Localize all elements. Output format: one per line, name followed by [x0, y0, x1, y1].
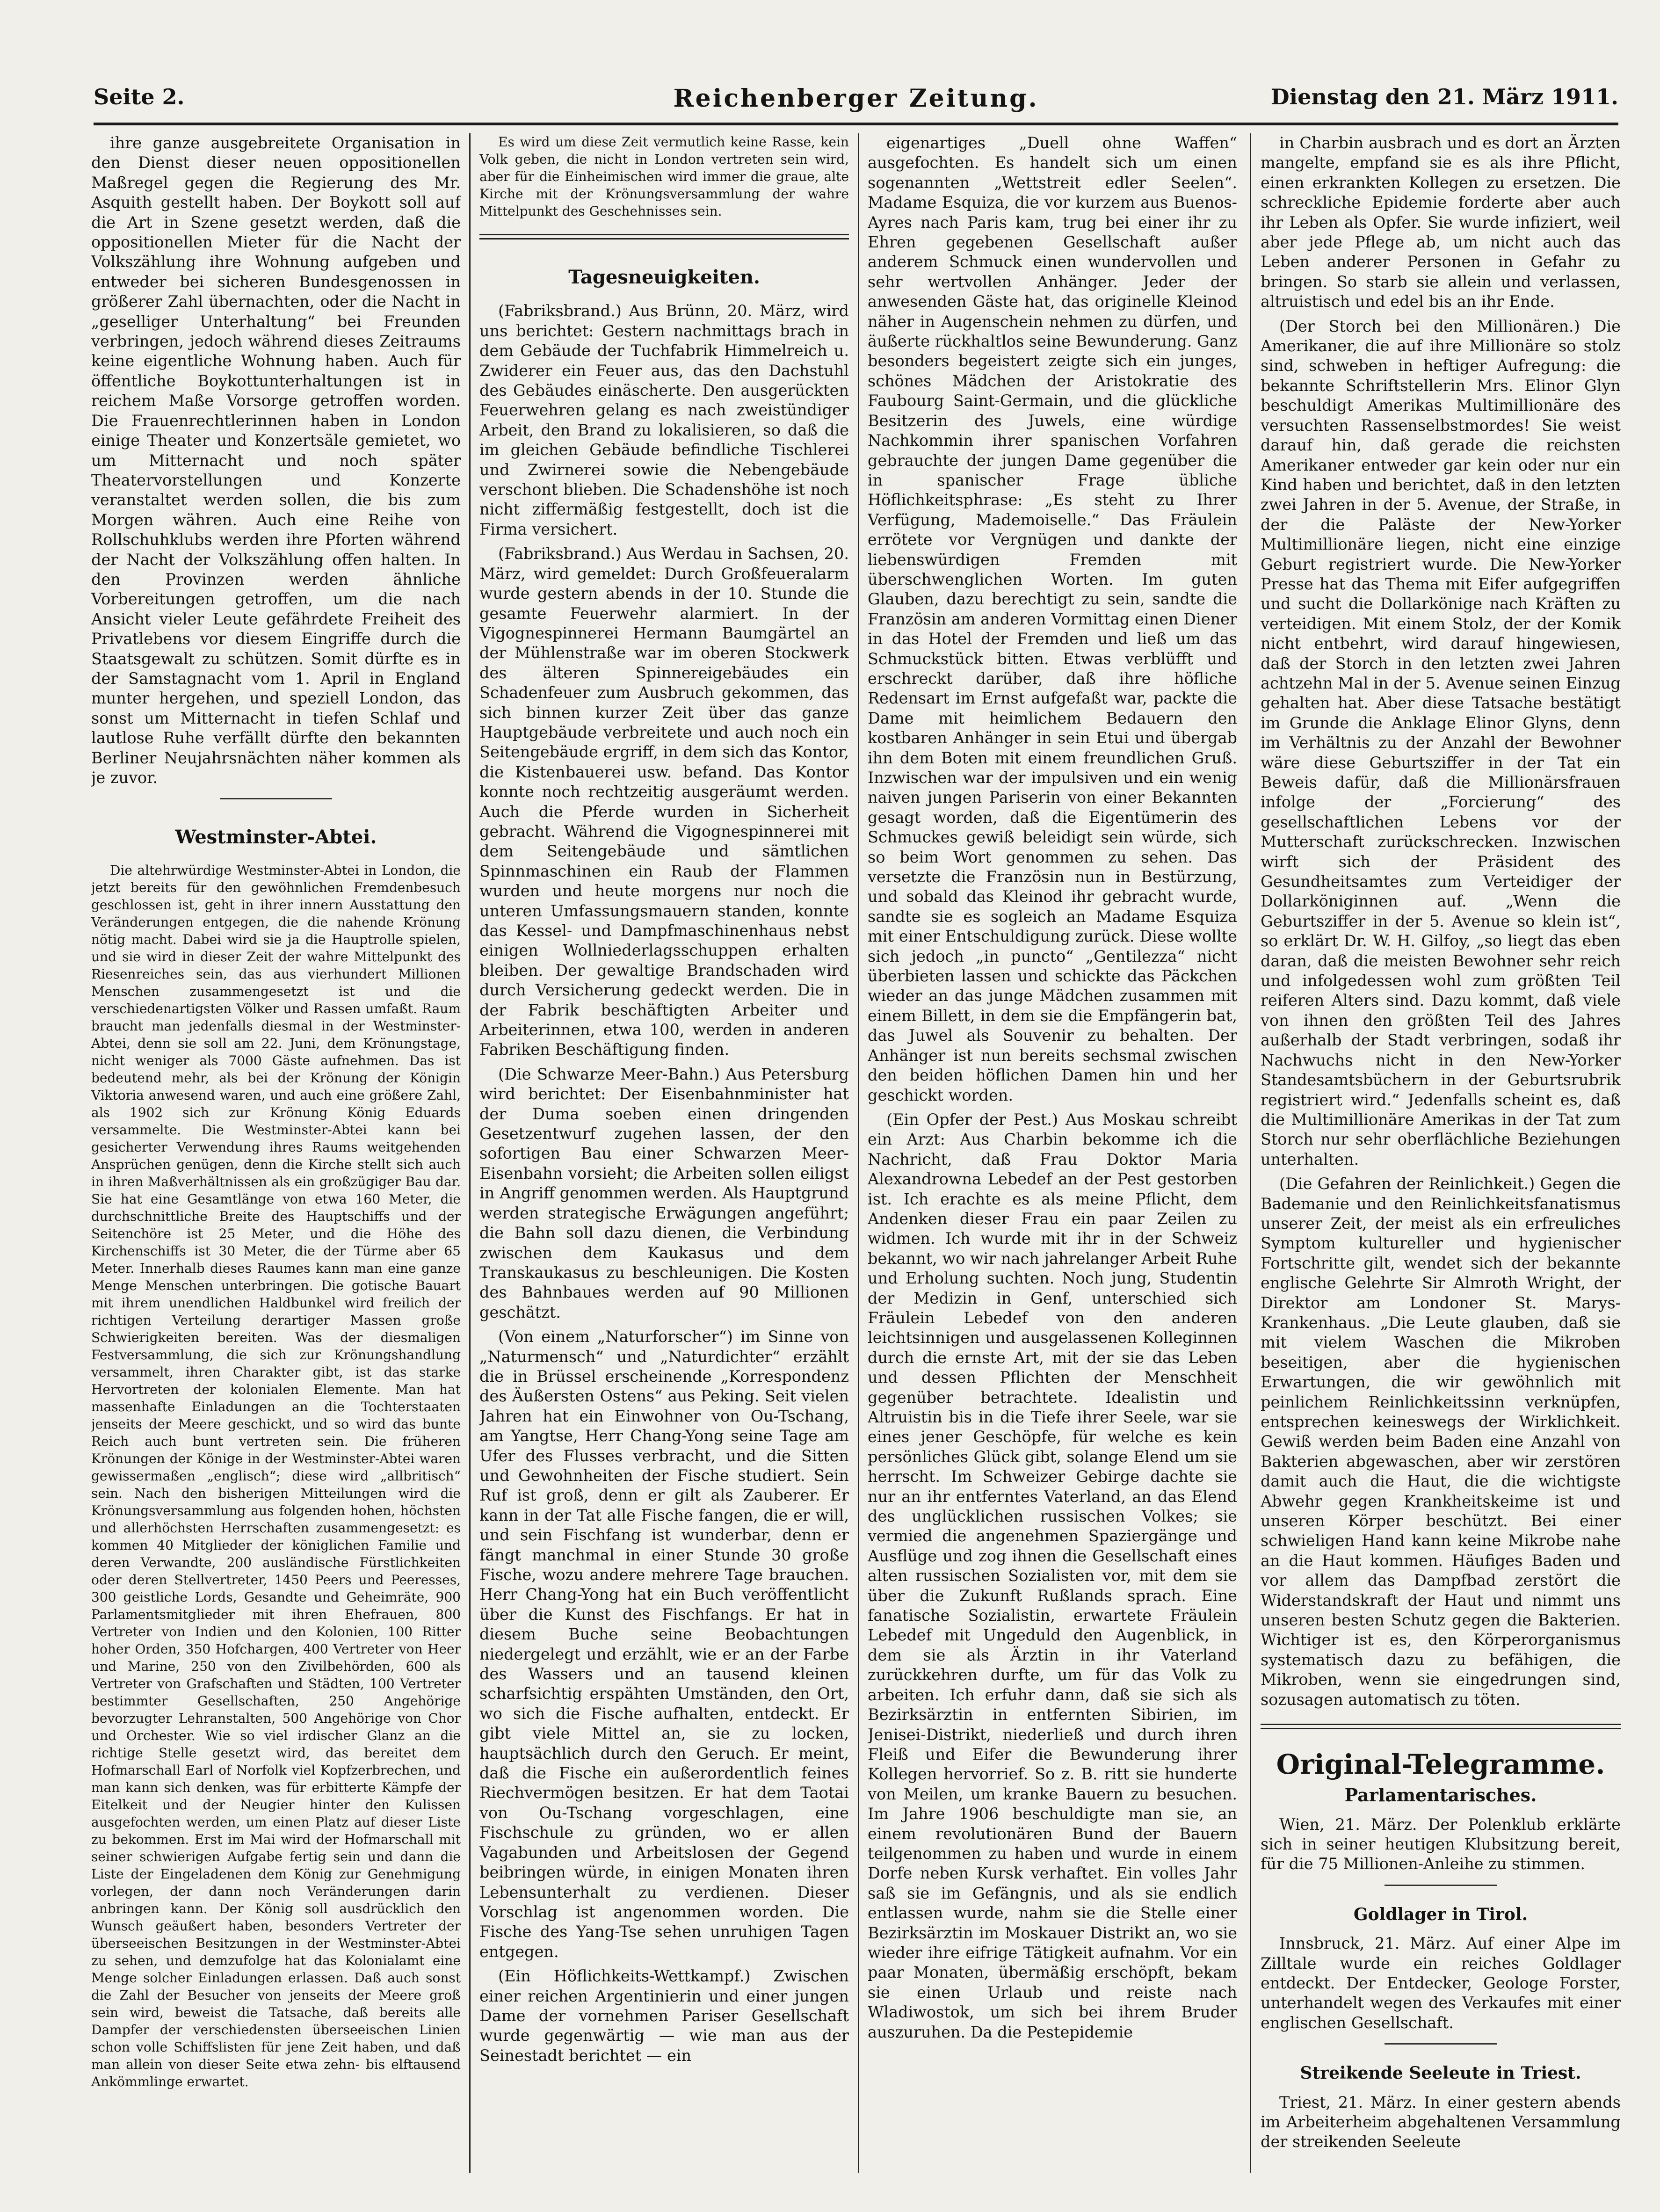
- article-body: Die altehrwürdige Westminster-Abtei in London, die jetzt bereits für den gewöhnlichen Fremdenbesuch geschlossen ist, geht in ihrer innern Ausstattung den Veränderungen entgegen, die die nahende Krönung nötig macht. Dabei wird sie ja die Hauptrolle spielen, und sie wird in dieser Zeit der wahre Mittelpunkt des Riesenreiches sein, das aus vierhundert Millionen Menschen zusammengesetzt ist und die verschiedenartigsten Völker und Rassen umfaßt. Raum braucht man jedenfalls diesmal in der Westminster-Abtei, denn sie soll am 22. Juni, dem Krönungstage, nicht weniger als 7000 Gäste aufnehmen. Das ist bedeutend mehr, als bei der Krönung der Königin Viktoria anwesend waren, und auch eine größere Zahl, als 1902 sich zur Krönung König Eduards versammelte. Die Westminster-Abtei kann bei gesicherter Verwendung ihres Raums weitgehenden Ansprüchen genügen, denn die Kirche stellt sich auch in ihren Maßverhältnissen als ein großzügiger Bau dar. Sie hat eine Gesamtlänge von etwa 160 Meter, die durchschnittliche Breite des Hauptschiffs und der Seitenchöre ist 25 Meter, und die Höhe des Kirchenschiffs ist 30 Meter, die der Türme aber 65 Meter. Innerhalb dieses Raumes kann man eine ganze Menge Menschen unterbringen. Die gotische Bauart mit ihrem unendlichen Haldbunkel wird freilich der richtigen Verteilung derartiger Massen große Schwierigkeiten bereiten. Was der diesmaligen Festversammlung, die sich zur Krönungshandlung versammelt, ihren Charakter gibt, ist das starke Hervortreten der kolonialen Elemente. Man hat massenhafte Einladungen an die Tochterstaaten jenseits der Meere geschickt, und so wird das bunte Reich auch bunt vertreten sein. Die früheren Krönungen der Könige in der Westminster-Abtei waren gewissermaßen „englisch“; diese wird „allbritisch“ sein. Nach den bisherigen Mitteilungen wird die Krönungsversammlung aus folgenden hohen, höchsten und allerhöchsten Herrschaften zusammengesetzt: es kommen 40 Mitglieder der königlichen Familie und deren Verwandte, 200 ausländische Fürstlichkeiten oder deren Stellvertreter, 1450 Peers und Peeresses, 300 geistliche Lords, Gesandte und Geheimräte, 900 Parlamentsmitglieder mit ihren Ehefrauen, 800 Vertreter von Indien und den Kolonien, 100 Ritter hoher Orden, 350 Hofchargen, 400 Vertreter von Heer und Marine, 250 von den Zivilbehörden, 600 als Vertreter von Grafschaften und Städten, 100 Vertreter bestimmter Gesellschaften, 250 Angehörige bevorzugter Lehranstalten, 500 Angehörige von Chor und Orchester. Wie so viel irdischer Glanz an die richtige Stelle gesetzt wird, das bereitet dem Hofmarschall Earl of Norfolk viel Kopfzerbrechen, und man kann sich denken, was für erbitterte Kämpfe der Eitelkeit und der Neugier hinter den Kulissen ausgefochten werden, um einen Platz auf dieser Liste zu bekommen. Erst im Mai wird der Hofmarschall mit seiner schwierigen Aufgabe fertig sein und dann die Liste der Eingeladenen dem König zur Genehmigung vorlegen, der dann noch Veränderungen darin anbringen kann. Der König soll ausdrücklich den Wunsch geäußert haben, besonders Vertreter der überseeischen Besitzungen in der Westminster-Abtei zu sehen, und demzufolge hat das Kolonialamt eine Menge solcher Einladungen erlassen. Daß auch sonst die Zahl der Besucher von jenseits der Meere groß sein wird, beweist die Tatsache, daß bereits alle Dampfer der verschiedensten überseeischen Linien schon volle Schiffslisten für jene Zeit haben, und daß man allein von dieser Seite etwa zehn- bis elftausend Ankömmlinge erwartet.: [91, 862, 461, 2089]
- column-divider: [1250, 133, 1251, 2173]
- separator: [1385, 2043, 1497, 2045]
- section-heading: Tagesneuigkeiten.: [568, 266, 760, 288]
- page-header: [94, 84, 1618, 122]
- news-item: (Fabriksbrand.) Aus Werdau in Sachsen, 20. März, wird gemeldet: Durch Großfeueralarm wurde gestern abends in der 10. Stunde die gesamte Feuerwehr alarmiert. In der Vigognespinnerei Hermann Baumgärtel an der Mühlenstraße war im oberen Stockwerk des älteren Spinnereigebäudes ein Schadenfeuer zum Ausbruch gekommen, das sich binnen kurzer Zeit über das ganze Hauptgebäude verbreitete und auch noch ein Seitengebäude ergriff, in dem sich das Kontor, die Kistenbauerei usw. befand. Das Kontor konnte noch rechtzeitig ausgeräumt werden. Auch die Pferde wurden in Sicherheit gebracht. Während die Vigognespinnerei mit dem Seitengebäude und sämtlichen Spinnmaschinen ein Raub der Flammen wurden und heute morgens nur noch die unteren Umfassungsmauern standen, konnte das Kessel- und Dampfmaschinenhaus nebst einigen Wollniederlagsschuppen erhalten bleiben. Der gewaltige Brandschaden wird durch Versicherung gedeckt werden. Die in der Fabrik beschäftigten Arbeiter und Arbeiterinnen, etwa 100, werden in anderen Fabriken Beschäftigung finden.: [479, 544, 849, 1059]
- separator: [479, 234, 849, 239]
- masthead: Reichenberger Zeitung.: [673, 84, 1039, 113]
- page-number: Seite 2.: [94, 84, 185, 109]
- telegram-item-heading: Goldlager in Tirol.: [1353, 1904, 1528, 1924]
- news-item: (Fabriksbrand.) Aus Brünn, 20. März, wird uns berichtet: Gestern nachmittags brach in dem Gebäude der Tuchfabrik Himmelreich u. Zwiderer ein Feuer aus, das den Dachstuhl des Gebäudes einäscherte. Den ausgerückten Feuerwehren gelang es nach zweistündiger Arbeit, den Brand zu lokalisieren, so daß die im gleichen Gebäude befindliche Tischlerei und Zwirnerei sowie die Nebengebäude verschont blieben. Die Schadenshöhe ist noch nicht ziffermäßig festgestellt, doch ist die Firma versichert.: [479, 302, 849, 538]
- column-3: [868, 133, 1237, 2173]
- news-item: (Der Storch bei den Millionären.) Die Amerikaner, die auf ihre Millionäre so stolz sind, schweben in heftiger Aufregung: die bekannte Schriftstellerin Mrs. Elinor Glyn beschuldigt Amerikas Multimillionäre des versuchten Rassenselbstmordes! Sie weist darauf hin, daß gerade die reichsten Amerikaner entweder gar kein oder nur ein Kind haben und berichtet, daß in den letzten zwei Jahren in der 5. Avenue, der Straße, in der die Paläste der New-Yorker Multimillionäre liegen, nicht eine einzige Geburt registriert wurde. Die New-Yorker Presse hat das Thema mit Eifer aufgegriffen und sucht die Dollarkönige nach Kräften zu verteidigen. Mit einem Stolz, der der Komik nicht entbehrt, wird darauf hingewiesen, daß der Storch in den letzten zwei Jahren achtzehn Mal in der 5. Avenue seinen Einzug gehalten hat. Aber diese Tatsache bestätigt im Grunde die Anklage Elinor Glyns, denn im Verhältnis zu der Anzahl der Bewohner wäre diese Geburtsziffer in der Tat ein Beweis dafür, daß die Millionärsfrauen infolge der „Forcierung“ des gesellschaftlichen Lebens vor der Mutterschaft zurückschrecken. Inzwischen wirft sich der Präsident des Gesundheitsamtes zum Verteidiger der Dollarköniginnen auf. „Wenn die Geburtsziffer in der 5. Avenue so klein ist“, so erklärt Dr. W. H. Gilfoy, „so liegt das eben daran, daß die meisten Bewohner sehr reich und infolgedessen wohl zum größten Teil reiferen Alters sind. Dazu kommt, daß viele von ihnen den größten Teil des Jahres außerhalb der Stadt verbringen, sodaß ihr Nachwuchs nicht in den New-Yorker Standesamtsbüchern in der Geburtsrubrik registriert wird.“ Jedenfalls scheint es, daß die Multimillionäre Amerikas in der Tat zum Storch nur sehr oberflächliche Beziehungen unterhalten.: [1261, 317, 1621, 1168]
- telegram-item: Triest, 21. März. In einer gestern abends im Arbeiterheim abgehaltenen Versammlung der streikenden Seeleute: [1261, 2093, 1621, 2151]
- article-continuation: ihre ganze ausgebreitete Organisation in den Dienst dieser neuen oppositionellen Maßregel gegen die Regierung des Mr. Asquith gestellt haben. Der Boykott soll auf die Art in Szene gesetzt werden, daß die oppositionellen Mieter für die Nacht der Volkszählung ihre Wohnung aufgeben und entweder bei sicheren Bundesgenossen in größerer Zahl übernachten, oder die Nacht in „geselliger Unterhaltung“ bei Freunden verbringen, jedoch während dieses Zeitraums keine eigentliche Wohnung haben. Auch für öffentliche Boykottunterhaltungen ist in reichem Maße Vorsorge getroffen worden. Die Frauenrechtlerinnen haben in London einige Theater und Konzertsäle gemietet, wo um Mitternacht und noch später Theatervorstellungen und Konzerte veranstaltet werden sollen, die bis zum Morgen währen. Auch eine Reihe von Rollschuhklubs werden ihre Pforten während der Nacht der Volkszählung offen halten. In den Provinzen werden ähnliche Vorbereitungen getroffen, um die nach Ansicht vieler Leute gefährdete Freiheit des Privatlebens vor diesem Eingriffe durch die Staatsgewalt zu schützen. Somit dürfte es in der Samstagnacht vom 1. April in England munter hergehen, und speziell London, das sonst um Mitternacht in tiefen Schlaf und lautlose Ruhe verfällt dürfte den bekannten Berliner Neujahrsnächten näher kommen als je zuvor.: [91, 134, 461, 787]
- column-divider: [858, 133, 859, 2173]
- issue-date: Dienstag den 21. März 1911.: [1270, 84, 1618, 109]
- telegram-heading: Original-Telegramme.: [1276, 1748, 1605, 1781]
- news-item: (Ein Opfer der Pest.) Aus Moskau schreibt ein Arzt: Aus Charbin bekomme ich die Nachricht, daß Frau Doktor Maria Alexandrowna Lebedef an der Pest gestorben ist. Ich erachte es als meine Pflicht, dem Andenken dieser Frau ein paar Zeilen zu widmen. Ich wurde mit ihr in der Schweiz bekannt, wo wir nach jahrelanger Arbeit Ruhe und Erholung suchten. Noch jung, Studentin der Medizin in Genf, unterschied sich Fräulein Lebedef von den anderen leichtsinnigen und ausgelassenen Kolleginnen durch die ernste Art, mit der sie das Leben und dessen Pflichten der Menschheit gegenüber betrachtete. Idealistin und Altruistin bis in die Tiefe ihrer Seele, war sie eines jener Geschöpfe, für welche es kein persönliches Glück gibt, solange Elend um sie herrscht. Im Schweizer Gebirge dachte sie nur an ihr entferntes Vaterland, an das Elend des unglücklichen russischen Volkes; sie vermied die angenehmen Spaziergänge und Ausflüge und zog ihnen die Gesellschaft eines alten russischen Sozialisten vor, mit dem sie über die Zukunft Rußlands sprach. Eine fanatische Sozialistin, erwartete Fräulein Lebedef mit Ungeduld den Augenblick, in dem sie als Ärztin in ihr Vaterland zurückkehren durfte, um für das Volk zu arbeiten. Ich erfuhr dann, daß sie sich als Bezirksärztin in entfernten Sibirien, im Jenisei-Distrikt, niederließ und durch ihren Fleiß und Eifer die Bewunderung ihrer Kollegen hervorrief. So z. B. ritt sie hunderte von Meilen, um kranke Bauern zu besuchen. Im Jahre 1906 beschuldigte man sie, an einem revolutionären Bund der Bauern teilgenommen zu haben und wurde in einem Dorfe neben Kursk verhaftet. Ein volles Jahr saß sie im Gefängnis, und als sie endlich entlassen wurde, nahm sie die Stelle einer Bezirksärztin im Moskauer Distrikt an, wo sie wieder ihre eifrige Tätigkeit aufnahm. Vor ein paar Monaten, übermäßig erschöpft, bekam sie einen Urlaub und reiste nach Wladiwostok, um sich bei ihrem Bruder auszuruhen. Da die Pestepidemie: [868, 1110, 1237, 2041]
- news-item: (Die Gefahren der Reinlichkeit.) Gegen die Bademanie und den Reinlichkeitsfanatismus unserer Zeit, der meist als ein erfreuliches Symptom kultureller und hygienischer Fortschritte gilt, wendet sich der bekannte englische Gelehrte Sir Almroth Wright, der Direktor am Londoner St. Marys-Krankenhaus. „Die Leute glauben, daß sie mit vielem Waschen die Mikroben beseitigen, aber die hygienischen Erwartungen, die wir gewöhnlich mit peinlichem Reinlichkeitssinn verknüpfen, entsprechen keineswegs der Wirklichkeit. Gewiß werden beim Baden eine Anzahl von Bakterien abgewaschen, aber wir zerstören damit auch die Haut, die die wichtigste Abwehr gegen Krankheitskeime ist und unseren Körper beschützt. Bei einer schwieligen Hand kann keine Mikrobe nahe an die Haut kommen. Häufiges Baden und vor allem das Dampfbad zerstört die Widerstandskraft der Haut und nimmt uns unseren besten Schutz gegen die Bakterien. Wichtiger ist es, den Körperorganismus systematisch dazu zu befähigen, die Mikroben, wenn sie eingedrungen sind, sozusagen automatisch zu töten.: [1261, 1175, 1621, 1709]
- column-2: [479, 133, 849, 2173]
- column-divider: [469, 133, 471, 2173]
- telegram-subheading: Parlamentarisches.: [1344, 1784, 1537, 1806]
- column-4: [1261, 133, 1621, 2173]
- separator: [1261, 1724, 1621, 1729]
- telegram-item: Wien, 21. März. Der Polenklub erklärte sich in seiner heutigen Klubsitzung bereit, für die 75 Millionen-Anleihe zu stimmen.: [1261, 1815, 1621, 1873]
- header-rule: [94, 123, 1618, 125]
- telegram-item: Innsbruck, 21. März. Auf einer Alpe im Zilltale wurde ein reiches Goldlager entdeckt. Der Entdecker, Geologe Forster, unterhandelt wegen des Verkaufes mit einer englischen Gesellschaft.: [1261, 1934, 1621, 2032]
- news-item: in Charbin ausbrach und es dort an Ärzten mangelte, empfand sie es als ihre Pflicht, einen erkrankten Kollegen zu ersetzen. Die schreckliche Epidemie forderte aber auch ihr Leben als Opfer. Sie wurde infiziert, weil aber jede Pflege ab, um nicht auch das Leben anderer Personen in Gefahr zu bringen. So starb sie allein und verlassen, altruistisch und edel bis an ihr Ende.: [1261, 134, 1621, 311]
- news-item: (Ein Höflichkeits-Wettkampf.) Zwischen einer reichen Argentinierin und einer jungen Dame der vornehmen Pariser Gesellschaft wurde gegenwärtig — wie man aus der Seinestadt berichtet — ein: [479, 1967, 849, 2065]
- article-heading: Westminster-Abtei.: [175, 826, 377, 849]
- separator: [1385, 1885, 1497, 1886]
- article-continuation: Es wird um diese Zeit vermutlich keine Rasse, kein Volk geben, die nicht in London vertreten sein wird, aber für die Einheimischen wird immer die graue, alte Kirche mit der Krönungsversammlung der wahre Mittelpunkt des Geschehnisses sein.: [479, 134, 849, 219]
- column-1: [91, 133, 461, 2173]
- news-item: (Von einem „Naturforscher“) im Sinne von „Naturmensch“ und „Naturdichter“ erzählt die in Brüssel erscheinende „Korrespondenz des Äußersten Ostens“ aus Peking. Seit vielen Jahren hat ein Einwohner von Ou-Tschang, am Yangtse, Herr Chang-Yong seine Tage am Ufer des Flusses verbracht, und die Sitten und Gewohnheiten der Fische studiert. Sein Ruf ist groß, denn er gilt als Zauberer. Er kann in der Tat alle Fische fangen, die er will, und sein Fischfang ist wunderbar, denn er fängt manchmal in einer Stunde 30 große Fische, wozu andere mehrere Tage brauchen. Herr Chang-Yong hat ein Buch veröffentlicht über die Kunst des Fischfangs. Er hat in diesem Buche seine Beobachtungen niedergelegt und erzählt, wie er an der Farbe des Wassers und an tausend kleinen scharfsichtig erspähten Umständen, den Ort, wo sich die Fische aufhalten, entdeckt. Er gibt viele Mittel an, sie zu locken, hauptsächlich durch den Geruch. Er meint, daß die Fische ein außerordentlich feines Riechvermögen besitzen. Er hat dem Taotai von Ou-Tschang vorgeschlagen, eine Fischschule zu gründen, wo er allen Vagabunden und Arbeitslosen der Gegend beibringen würde, in einigen Monaten ihren Lebensunterhalt zu verdienen. Dieser Vorschlag ist angenommen worden. Die Fische des Yang-Tse sehen unruhigen Tagen entgegen.: [479, 1327, 849, 1961]
- telegram-item-heading: Streikende Seeleute in Triest.: [1300, 2063, 1581, 2083]
- news-item: (Die Schwarze Meer-Bahn.) Aus Petersburg wird berichtet: Der Eisenbahnminister hat der Duma soeben einen dringenden Gesetzentwurf zugehen lassen, der den sofortigen Bau einer Schwarzen Meer-Eisenbahn vorsieht; die Arbeiten sollen eiligst in Angriff genommen werden. Als Hauptgrund werden strategische Erwägungen angeführt; die Bahn soll dazu dienen, die Verbindung zwischen dem Kaukasus und dem Transkaukasus zu beschleunigen. Die Kosten des Bahnbaues werden auf 90 Millionen geschätzt.: [479, 1065, 849, 1321]
- separator: [220, 798, 332, 799]
- news-item: eigenartiges „Duell ohne Waffen“ ausgefochten. Es handelt sich um einen sogenannten „Wettstreit edler Seelen“. Madame Esquiza, die vor kurzem aus Buenos-Ayres nach Paris kam, trug bei einer ihr zu Ehren gegebenen Gesellschaft außer anderem Schmuck einen wundervollen und sehr wertvollen Anhänger. Jeder der anwesenden Gäste hat, das originelle Kleinod näher in Augenschein nehmen zu dürfen, und äußerte rückhaltlos seine Bewunderung. Ganz besonders begeistert zeigte sich ein junges, schönes Mädchen der Aristokratie des Faubourg Saint-Germain, und die glückliche Besitzerin des Juwels, eine würdige Nachkommin ihrer spanischen Vorfahren gebrauchte der jungen Dame gegenüber die in spanischer Frage übliche Höflichkeitsphrase: „Es steht zu Ihrer Verfügung, Mademoiselle.“ Das Fräulein errötete vor Vergnügen und dankte der liebenswürdigen Fremden mit überschwenglichen Worten. Im guten Glauben, dazu berechtigt zu sein, sandte die Französin am anderen Vormittag einen Diener in das Hotel der Fremden und ließ um das Schmuckstück bitten. Etwas verblüfft und erschreckt darüber, daß ihre höfliche Redensart im Ernst aufgefaßt war, packte die Dame mit heimlichem Bedauern den kostbaren Anhänger in sein Etui und übergab ihn dem Boten mit einem freundlichen Gruß. Inzwischen war der impulsiven und ein wenig naiven jungen Pariserin von einer Bekannten gesagt worden, daß die Eigentümerin des Schmuckes gewiß beleidigt sein würde, sich so beim Wort genommen zu sehen. Das versetzte die Französin nun in Bestürzung, und sobald das Kleinod ihr gebracht wurde, sandte sie es sogleich an Madame Esquiza mit einer Entschuldigung zurück. Diese wollte sich jedoch „in puncto“ „Gentilezza“ nicht überbieten lassen und schickte das Päckchen wieder an das junge Mädchen zusammen mit einem Billett, in dem sie die Empfängerin bat, das Juwel als Souvenir zu behalten. Der Anhänger ist nun bereits sechsmal zwischen den beiden höflichen Damen hin und her geschickt worden.: [868, 134, 1237, 1104]
